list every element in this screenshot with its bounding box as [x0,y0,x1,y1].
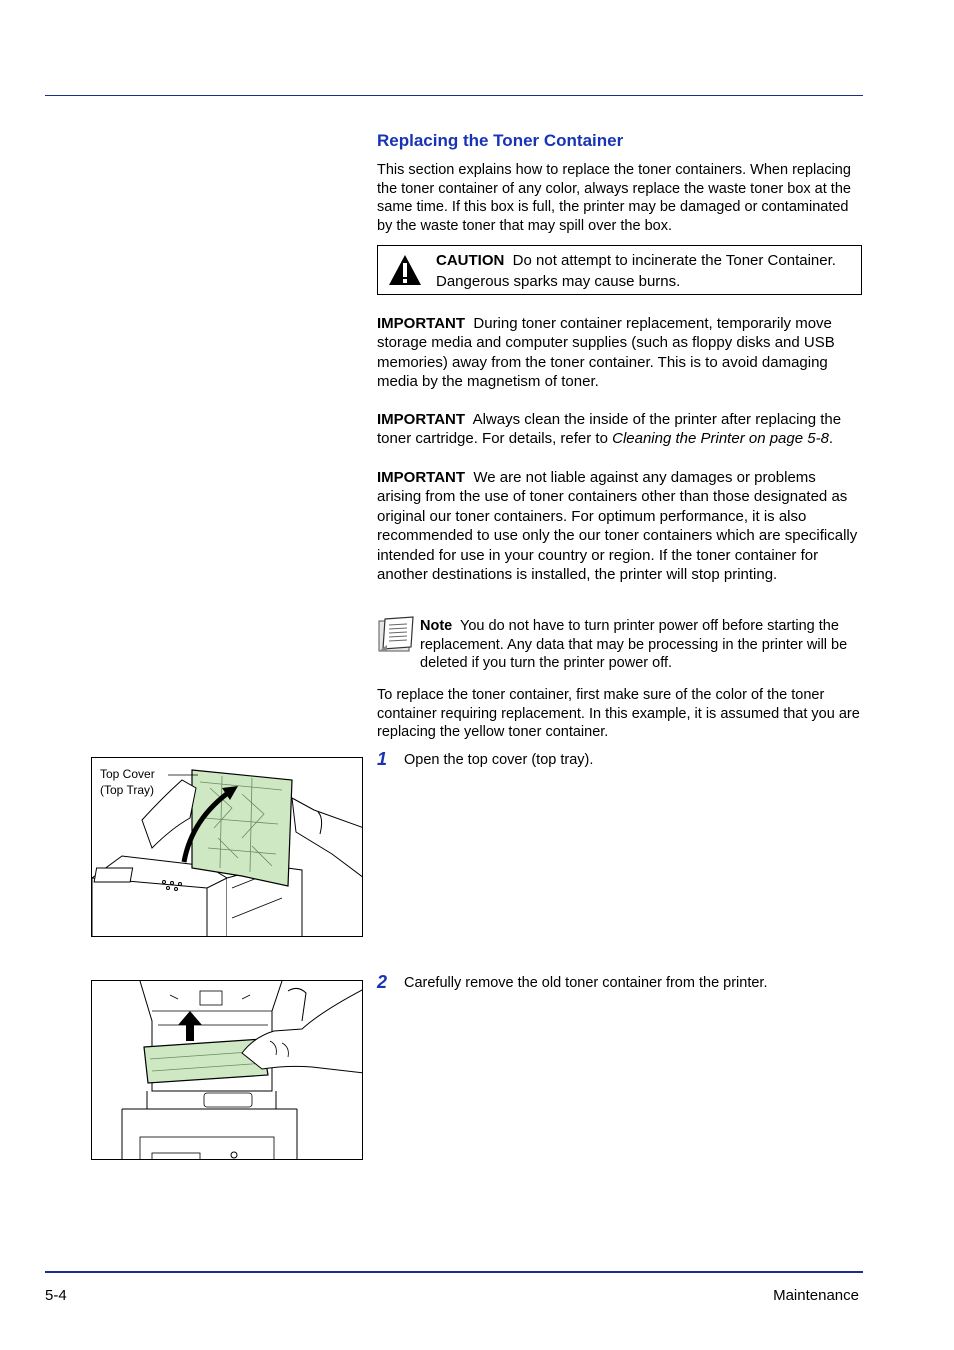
important-body: Always clean the inside of the printer after replacing the toner cartridge. For details, refer to [377,411,842,448]
intro-paragraph: This section explains how to replace the toner containers. When replacing the toner container of any color, always replace the waste toner box at the same time. If this box is full, the printer may be damaged or contaminated by the waste toner that may spill over the box. [377,162,851,235]
step-text: Carefully remove the old toner container from the printer. [404,975,768,991]
footer-rule [45,1271,863,1273]
callout-line-1: Top Cover [100,767,155,781]
note-label: Note [420,618,453,634]
important-body-end: . [828,430,834,448]
section-title: Replacing the Toner Container [377,131,624,150]
figure-open-top-cover [91,757,363,937]
figure-remove-toner [91,980,363,1160]
step-number: 1 [377,749,388,769]
important-1 [377,314,863,392]
warning-triangle-icon [388,254,422,286]
caution-label: CAUTION [436,252,505,269]
important-label: IMPORTANT [377,469,466,486]
caution-box [377,245,862,295]
important-label: IMPORTANT [377,315,466,332]
important-body: We are not liable against any damages or problems arising from the use of toner containers other than those designated as original our toner containers. For optimum performance, it is also recommended to use only the our toner containers which are specifically intended for use in your country or region. If the toner container for another destinations is installed, the printer will stop printing. [377,469,858,584]
figure-callout [100,766,155,798]
instruction-paragraph: To replace the toner container, first make sure of the color of the toner container requiring replacement. In this example, it is assumed that you are replacing the yellow toner container. [377,687,860,741]
important-2 [377,410,863,449]
callout-line-2: (Top Tray) [100,783,155,797]
header-rule [45,95,863,96]
note-pad-icon [377,615,415,653]
important-3 [377,468,863,584]
step-text: Open the top cover (top tray). [404,752,594,768]
caution-body: Do not attempt to incinerate the Toner Container. Dangerous sparks may cause burns. [436,252,836,290]
step-number: 2 [377,972,388,992]
note-text [420,617,863,673]
important-body: During toner container replacement, temporarily move storage media and computer supplies (such as floppy disks and USB memories) away from the toner container. This is to avoid damaging media by the magnetism of toner. [377,315,835,391]
remove-toner-illustration [92,981,363,1160]
page-number: 5-4 [45,1287,67,1304]
chapter-name: Maintenance [773,1287,859,1304]
important-label: IMPORTANT [377,411,466,428]
note-body: You do not have to turn printer power off before starting the replacement. Any data that may be processing in the printer will be deleted if you turn the printer power off. [420,618,848,672]
caution-text [436,250,856,292]
cross-reference-link[interactable]: Cleaning the Printer on page 5-8 [612,430,829,448]
